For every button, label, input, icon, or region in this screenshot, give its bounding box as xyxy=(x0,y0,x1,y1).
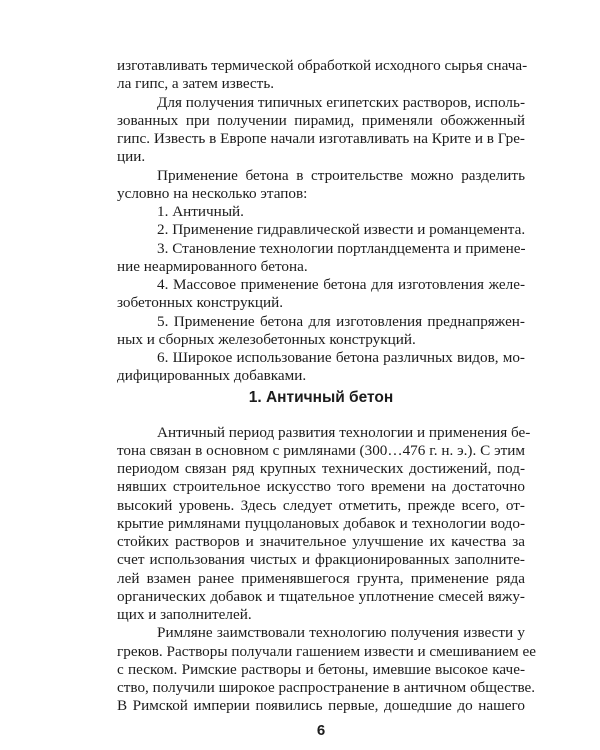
text-line: высокий уровень. Здесь следует отметить, прежде всего, от- xyxy=(117,497,525,514)
text-line: Для получения типичных египетских растворов, исполь- xyxy=(157,94,525,111)
text-line: Римляне заимствовали технологию получения извести у xyxy=(157,624,525,641)
text-line: счет использования чистых и фракционированных заполните- xyxy=(117,551,525,568)
text-line: ство, получили широкое распространение в античном обществе. xyxy=(117,679,536,696)
list-item-continuation: дифицированных добавками. xyxy=(117,367,307,384)
text-line: зованных при получении пирамид, применяли обожженный xyxy=(117,112,525,129)
text-line: органических добавок и тщательное уплотнение смесей вяжу- xyxy=(117,588,525,605)
list-item: 6. Широкое использование бетона различных видов, мо- xyxy=(157,349,525,366)
text-line: стойких растворов и значительное улучшение их качества за xyxy=(117,533,525,550)
text-line: с песком. Римские растворы и бетоны, имевшие высокое каче- xyxy=(117,661,525,678)
list-item-continuation: ние неармированного бетона. xyxy=(117,258,308,275)
text-line: гипс. Известь в Европе начали изготавливать на Крите и в Гре- xyxy=(117,130,525,147)
list-item: 4. Массовое применение бетона для изготовления желе- xyxy=(157,276,525,293)
text-line: периодом связан ряд крупных технических достижений, под- xyxy=(117,460,525,477)
section-title: 1. Античный бетон xyxy=(248,389,394,406)
list-item-continuation: зобетонных конструкций. xyxy=(117,294,284,311)
text-line: ла гипс, а затем известь. xyxy=(117,75,275,92)
list-item: 2. Применение гидравлической извести и романцемента. xyxy=(157,221,526,238)
list-item-continuation: ных и сборных железобетонных конструкций. xyxy=(117,331,416,348)
list-item: 3. Становление технологии портландцемента и примене- xyxy=(157,240,526,257)
text-line: тона связан в основном с римлянами (300…476 г. н. э.). С этим xyxy=(117,442,525,459)
text-line: ции. xyxy=(117,148,146,165)
list-item: 1. Античный. xyxy=(157,203,244,220)
text-line: крытие римлянами пуццолановых добавок и технологии водо- xyxy=(117,515,525,532)
text-line: Античный период развития технологии и применения бе- xyxy=(157,424,531,441)
text-line: нявших строительное искусство того времени на достаточно xyxy=(117,478,525,495)
text-line: щих и заполнителей. xyxy=(117,606,252,623)
text-line: условно на несколько этапов: xyxy=(117,185,308,202)
list-item: 5. Применение бетона для изготовления преднапряжен- xyxy=(157,313,525,330)
text-line: Применение бетона в строительстве можно разделить xyxy=(157,167,525,184)
text-line: греков. Растворы получали гашением извести и смешиванием ее xyxy=(117,643,536,660)
page-number: 6 xyxy=(316,722,326,739)
text-line: изготавливать термической обработкой исходного сырья снача- xyxy=(117,57,528,74)
text-line: В Римской империи появились первые, дошедшие до нашего xyxy=(117,697,525,714)
text-line: лей взамен ранее применявшегося грунта, применение ряда xyxy=(117,570,525,587)
